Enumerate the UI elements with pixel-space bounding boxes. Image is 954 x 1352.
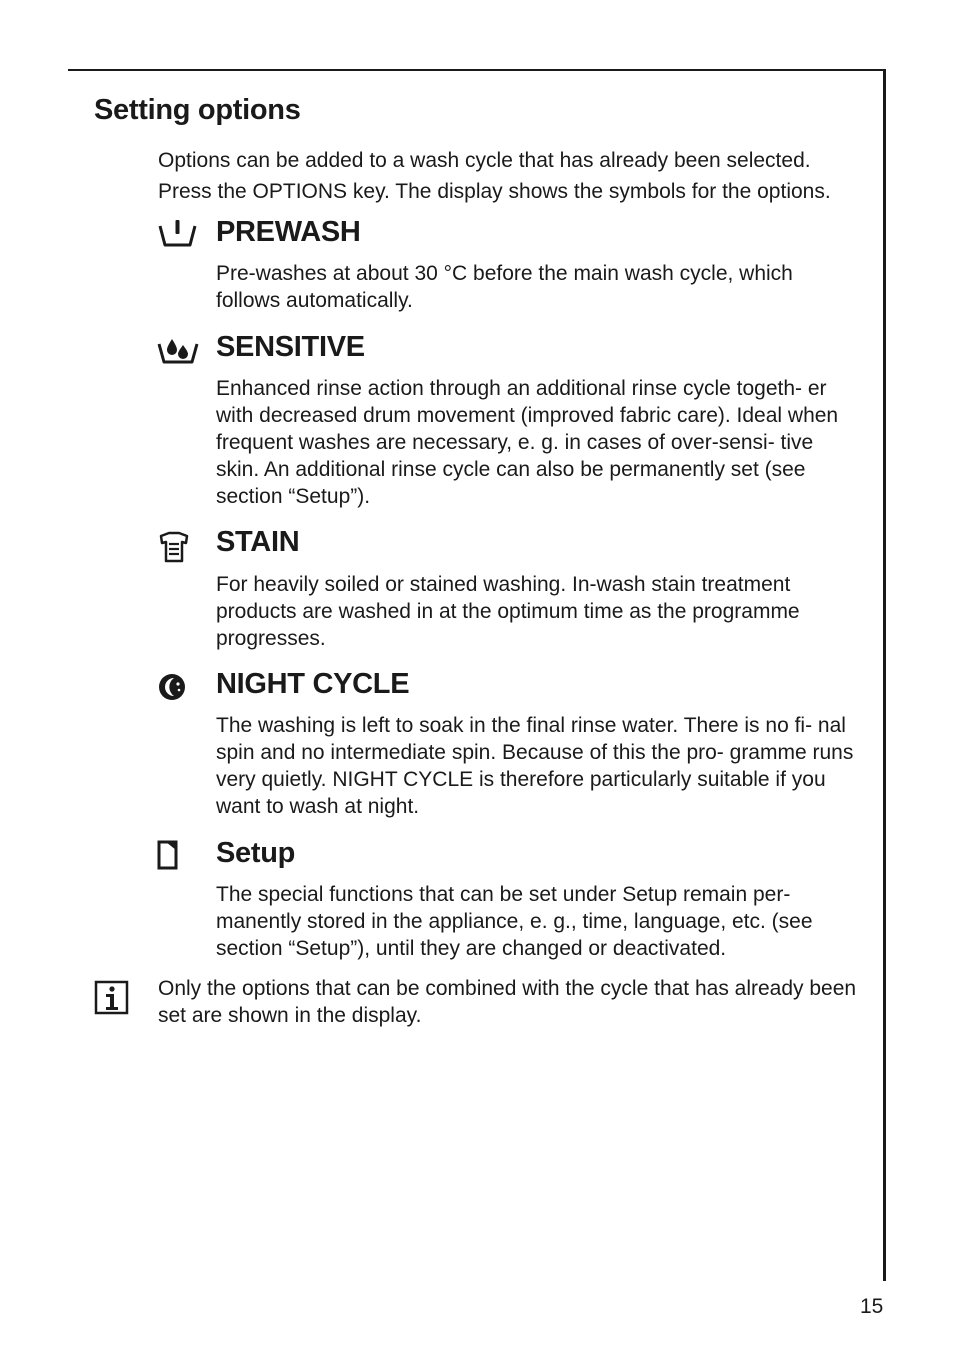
option-heading-night-cycle: NIGHT CYCLE (216, 668, 410, 700)
intro-line: Options can be added to a wash cycle that has already been selected. (158, 149, 811, 172)
prewash-tub-icon (157, 218, 189, 250)
page-number: 15 (860, 1295, 884, 1318)
option-heading-stain: STAIN (216, 526, 300, 558)
option-description-night-cycle: The washing is left to soak in the final rinse water. There is no fi- nal spin and no intermediate spin. Because of this the pro- gramme runs very quietly. NIGHT CYCLE is therefore particularly suitable if you want to wash at night. (216, 714, 854, 818)
info-icon (94, 980, 130, 1016)
page-title: Setting options (94, 94, 301, 126)
option-heading-setup: Setup (216, 837, 296, 869)
option-heading-sensitive: SENSITIVE (216, 331, 365, 363)
intro-line: Press the OPTIONS key. The display shows the symbols for the options. (158, 180, 831, 203)
top-rule (68, 69, 886, 71)
option-description-stain: For heavily soiled or stained washing. In-wash stain treatment products are washed in at the optimum time as the programme progresses. (216, 573, 800, 650)
option-description-sensitive: Enhanced rinse action through an additional rinse cycle togeth- er with decreased drum movement (improved fabric care). Ideal when frequent washes are necessary, e. g. in cases of over-sensi- tive skin. An additional rinse cycle can also be permanently set (see section “Setup”). (216, 377, 839, 508)
sensitive-drops-icon (157, 334, 189, 366)
info-note: Only the options that can be combined with the cycle that has already been set are shown in the display. (158, 977, 857, 1027)
night-cycle-moon-icon (157, 672, 189, 704)
intro-text (158, 145, 858, 207)
option-description-setup: The special functions that can be set under Setup remain per- manently stored in the appliance, e. g., time, language, etc. (see section “Setup”), until they are changed or deactivated. (216, 883, 813, 960)
option-description-prewash: Pre-washes at about 30 °C before the main wash cycle, which follows automatically. (216, 262, 793, 312)
option-heading-prewash: PREWASH (216, 216, 361, 248)
stain-shirt-icon (157, 530, 189, 562)
right-margin-rule (883, 69, 886, 1281)
setup-icon (157, 840, 189, 872)
